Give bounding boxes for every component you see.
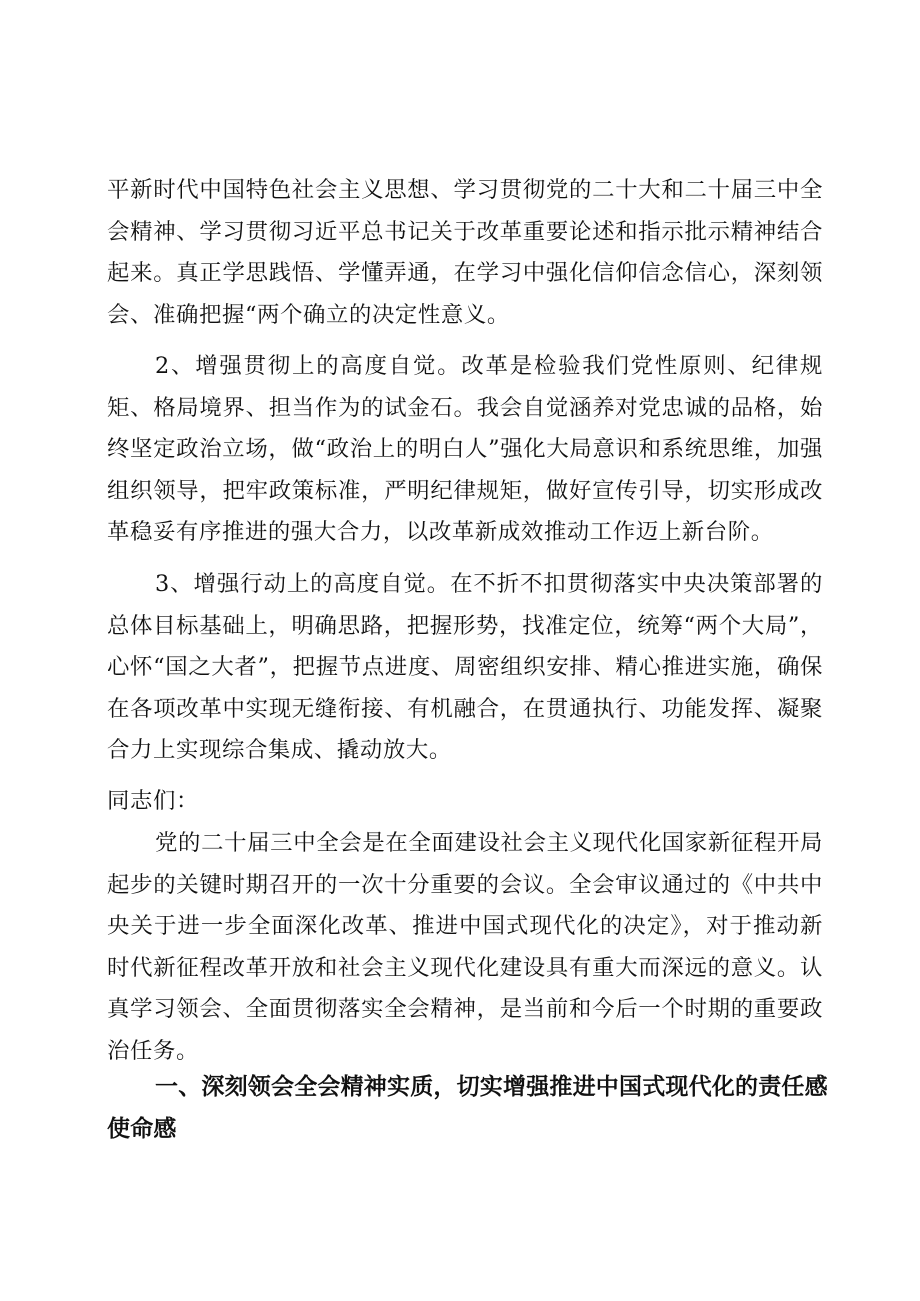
section-heading-1: 一、深刻领会全会精神实质，切实增强推进中国式现代化的责任感使命感 — [107, 1074, 828, 1142]
salutation: 同志们： — [107, 788, 199, 814]
paragraph-point-2: 2、增强贯彻上的高度自觉。改革是检验我们党性原则、纪律规矩、格局境界、担当作为的试金石。我会自觉涵养对党忠诚的品格，始终坚定政治立场，做“政治上的明白人”强化大局意识和系统思维，加强组织领导，把牢政策标准，严明纪律规矩，做好宣传引导，切实形成改革稳妥有序推进的强大合力，以改革新成效推动工作迈上新台阶。 — [107, 353, 823, 545]
paragraph-point-3: 3、增强行动上的高度自觉。在不折不扣贯彻落实中央决策部署的总体目标基础上，明确思路，把握形势，找准定位，统筹“两个大局”，心怀“国之大者”，把握节点进度、周密组织安排、精心推进实施，确保在各项改革中实现无缝衔接、有机融合，在贯通执行、功能发挥、凝聚合力上实现综合集成、撬动放大。 — [107, 571, 823, 763]
paragraph-study-thought: 平新时代中国特色社会主义思想、学习贯彻党的二十大和二十届三中全会精神、学习贯彻习近平总书记关于改革重要论述和指示批示精神结合起来。真正学思践悟、学懂弄通，在学习中强化信仰信念信心，深刻领会、准确把握“两个确立的决定性意义。 — [107, 177, 823, 328]
paragraph-plenum-intro: 党的二十届三中全会是在全面建设社会主义现代化国家新征程开局起步的关键时期召开的一次十分重要的会议。全会审议通过的《中共中央关于进一步全面深化改革、推进中国式现代化的决定》，对于推动新时代新征程改革开放和社会主义现代化建设具有重大而深远的意义。认真学习领会、全面贯彻落实全会精神，是当前和今后一个时期的重要政治任务。 — [107, 830, 823, 1064]
